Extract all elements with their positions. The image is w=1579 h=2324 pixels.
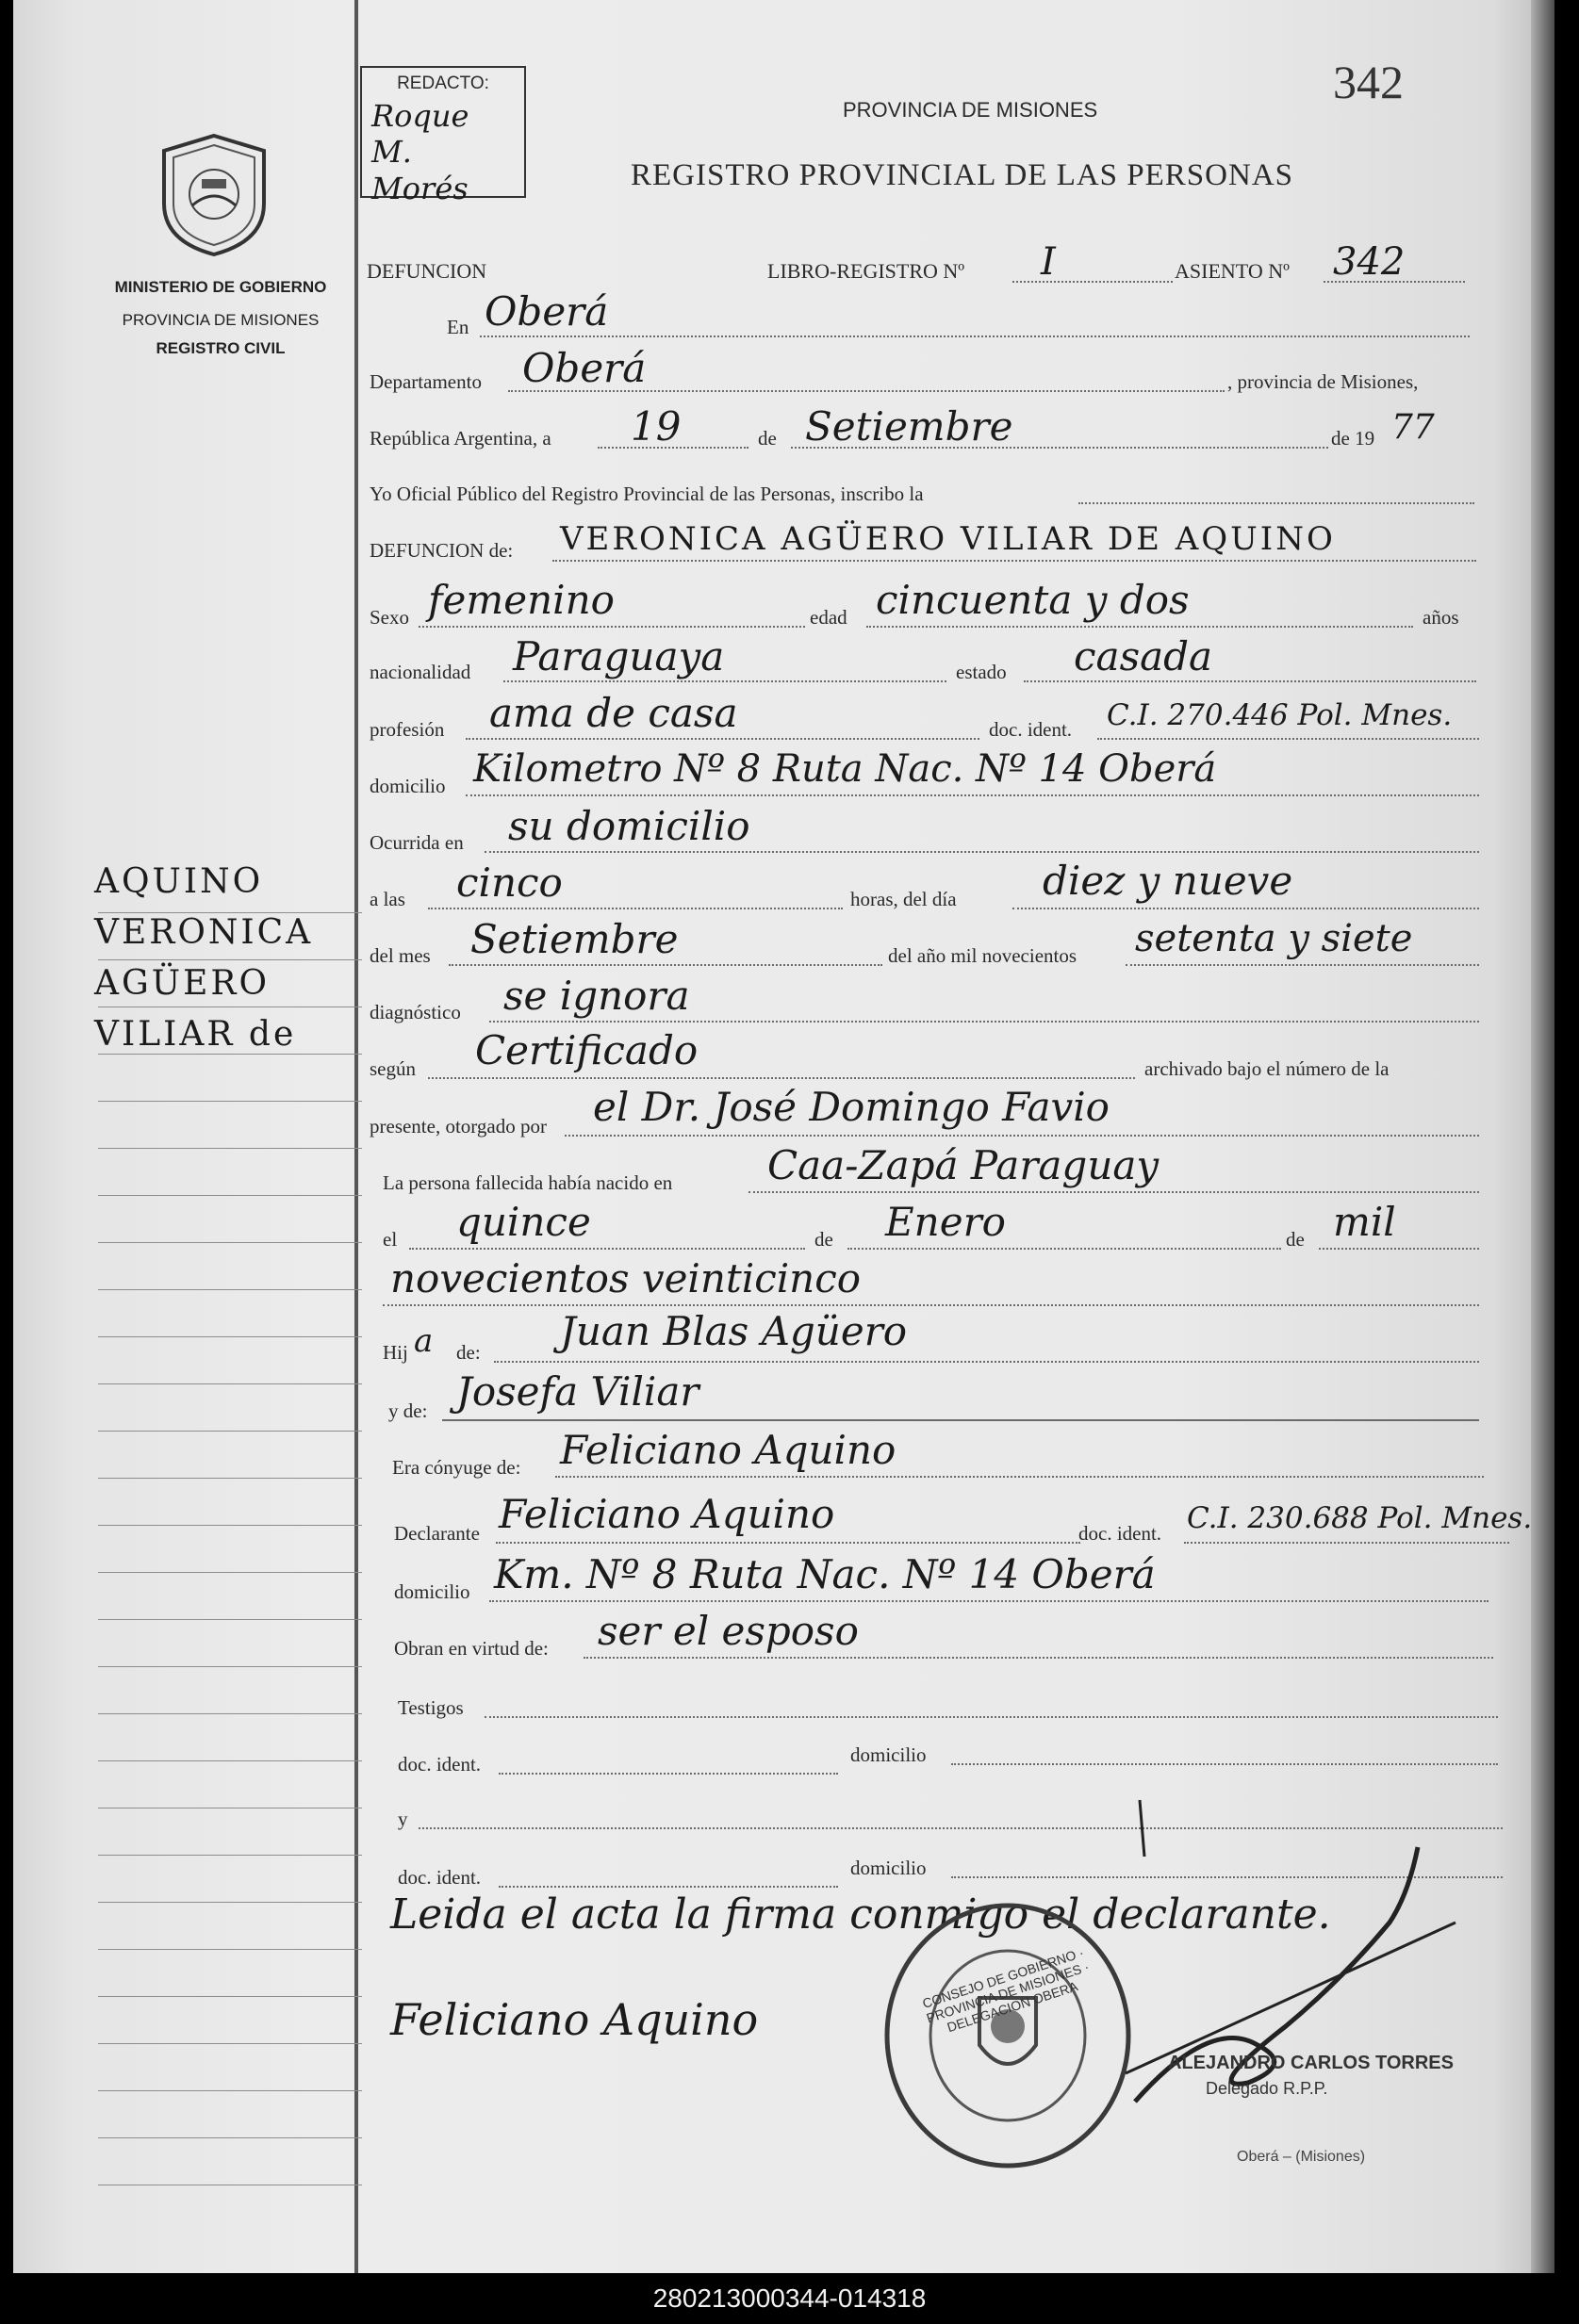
asiento-label: ASIENTO Nº — [1175, 259, 1290, 283]
stamp-ring-text: CONSEJO DE GOBIERNO · PROVINCIA DE MISIONES · DELEGACION OBERA — [920, 1944, 1092, 2036]
margin-note-line: VERONICA — [94, 913, 314, 952]
sexo-value: femenino — [428, 577, 615, 623]
segun-label: según — [370, 1057, 416, 1080]
book-spine — [1531, 0, 1554, 2273]
profesion-value: ama de casa — [489, 690, 738, 736]
presente-value: el Dr. José Domingo Favio — [593, 1084, 1110, 1130]
testigo1-domicilio-label: domicilio — [850, 1743, 927, 1766]
en-label: En — [447, 316, 469, 338]
registry-title: REGISTRO PROVINCIAL DE LAS PERSONAS — [631, 158, 1294, 192]
hija-de-label: de: — [456, 1341, 481, 1364]
obran-label: Obran en virtud de: — [394, 1637, 549, 1660]
testigo2-doc-label: doc. ident. — [398, 1866, 482, 1889]
ministry-line-3: REGISTRO CIVIL — [156, 339, 286, 357]
del-mes-label: del mes — [370, 944, 431, 967]
birth-year-a: mil — [1333, 1199, 1396, 1245]
testigo1-doc-label: doc. ident. — [398, 1753, 482, 1776]
archivado-label: archivado bajo el número de la — [1144, 1057, 1390, 1080]
official-place: Oberá – (Misiones) — [1237, 2149, 1366, 2165]
nacido-value: Caa-Zapá Paraguay — [767, 1142, 1160, 1188]
declarante-value: Feliciano Aquino — [499, 1491, 835, 1537]
doc-ident-value: C.I. 270.446 Pol. Mnes. — [1107, 698, 1453, 732]
dia-value: diez y nueve — [1043, 858, 1293, 904]
a-las-value: cinco — [456, 859, 563, 906]
libro-label: LIBRO-REGISTRO Nº — [767, 259, 965, 283]
page-fold — [354, 0, 358, 2273]
domicilio-value: Kilometro Nº 8 Ruta Nac. Nº 14 Oberá — [473, 747, 1217, 791]
mes-value: Setiembre — [470, 916, 679, 962]
libro-value: I — [1041, 240, 1056, 284]
hija-label: Hij — [383, 1341, 408, 1364]
decl-doc-label: doc. ident. — [1078, 1522, 1162, 1545]
death-year: 77 — [1391, 408, 1435, 447]
y-label: y — [398, 1808, 408, 1830]
a-las-label: a las — [370, 888, 405, 910]
edad-value: cincuenta y dos — [876, 577, 1190, 623]
y-de-label: y de: — [388, 1399, 428, 1422]
testigos-label: Testigos — [398, 1696, 464, 1719]
document-page — [13, 0, 1554, 2273]
province-heading: PROVINCIA DE MISIONES — [843, 98, 1098, 122]
ministry-line-2: PROVINCIA DE MISIONES — [122, 311, 320, 329]
edad-label: edad — [810, 606, 847, 629]
provincia-suffix: , provincia de Misiones, — [1227, 370, 1419, 393]
hija-letter: a — [414, 1322, 434, 1360]
decl-domicilio-value: Km. Nº 8 Ruta Nac. Nº 14 Oberá — [494, 1551, 1156, 1597]
sexo-label: Sexo — [370, 606, 409, 629]
horas-label: horas, del día — [850, 888, 957, 910]
margin-note-line: AQUINO — [94, 862, 264, 901]
margin-note — [94, 862, 314, 1054]
de3-label: de — [1286, 1228, 1305, 1251]
death-month: Setiembre — [805, 403, 1013, 450]
del-ano-label: del año mil novecientos — [888, 944, 1077, 967]
declarante-label: Declarante — [394, 1522, 480, 1545]
de2-label: de — [814, 1228, 833, 1251]
de-label: de — [758, 427, 777, 450]
decl-doc-value: C.I. 230.688 Pol. Mnes. — [1187, 1501, 1533, 1535]
en-value: Oberá — [485, 288, 609, 335]
nacido-label: La persona fallecida había nacido en — [383, 1171, 673, 1194]
padre-value: Juan Blas Agüero — [560, 1308, 908, 1354]
nacionalidad-value: Paraguaya — [513, 633, 725, 679]
profesion-label: profesión — [370, 718, 445, 741]
birth-day-value: quince — [456, 1199, 591, 1245]
redacto-box — [360, 66, 526, 206]
year-prefix: de 19 — [1331, 427, 1375, 450]
margin-note-line: VILIAR de — [94, 1015, 297, 1054]
margin-note-line: AGÜERO — [94, 964, 270, 1003]
ocurrida-value: su domicilio — [508, 803, 750, 849]
diagnostico-label: diagnóstico — [370, 1001, 461, 1023]
declarant-signature: Feliciano Aquino — [390, 1994, 759, 2045]
obran-value: ser el esposo — [598, 1608, 859, 1654]
record-type-label: DEFUNCION — [367, 259, 487, 283]
estado-label: estado — [956, 661, 1007, 683]
republica-label: República Argentina, a — [370, 427, 551, 450]
closing-note: Leida el acta la firma conmigo el declarante. — [390, 1890, 1331, 1939]
defuncion-de-label: DEFUNCION de: — [370, 539, 514, 562]
birth-year-b: novecientos veinticinco — [390, 1255, 862, 1301]
ocurrida-label: Ocurrida en — [370, 831, 464, 854]
segun-value: Certificado — [475, 1027, 699, 1073]
presente-label: presente, otorgado por — [370, 1115, 547, 1137]
page-number: 342 — [1333, 56, 1404, 108]
madre-value: Josefa Viliar — [456, 1368, 699, 1415]
conyuge-label: Era cónyuge de: — [392, 1456, 521, 1479]
diagnostico-value: se ignora — [503, 973, 690, 1019]
image-id-footer: 280213000344-014318 — [0, 2273, 1579, 2324]
official-role: Delegado R.P.P. — [1206, 2079, 1328, 2098]
ano-value: setenta y siete — [1135, 917, 1413, 960]
el-label: el — [383, 1228, 398, 1251]
deceased-name: VERONICA AGÜERO VILIAR DE AQUINO — [560, 520, 1336, 558]
ministry-line-1: MINISTERIO DE GOBIERNO — [114, 278, 327, 296]
ministry-seal — [155, 130, 273, 258]
official-name: ALEJANDRO CARLOS TORRES — [1168, 2053, 1454, 2073]
anos-label: años — [1423, 606, 1459, 629]
birth-month-value: Enero — [885, 1199, 1006, 1245]
estado-value: casada — [1074, 633, 1213, 679]
asiento-value: 342 — [1333, 240, 1406, 284]
departamento-label: Departamento — [370, 370, 482, 393]
nacionalidad-label: nacionalidad — [370, 661, 471, 683]
death-day: 19 — [631, 403, 682, 450]
redacto-label: REDACTO: — [397, 74, 489, 93]
conyuge-value: Feliciano Aquino — [560, 1427, 896, 1473]
decl-domicilio-label: domicilio — [394, 1580, 470, 1603]
doc-ident-label: doc. ident. — [989, 718, 1073, 741]
redacto-name: Roque M. Morés — [371, 98, 469, 206]
official-text: Yo Oficial Público del Registro Provincial de las Personas, inscribo la — [370, 483, 924, 505]
departamento-value: Oberá — [522, 345, 647, 391]
domicilio-label: domicilio — [370, 775, 446, 797]
testigo2-domicilio-label: domicilio — [850, 1857, 927, 1879]
